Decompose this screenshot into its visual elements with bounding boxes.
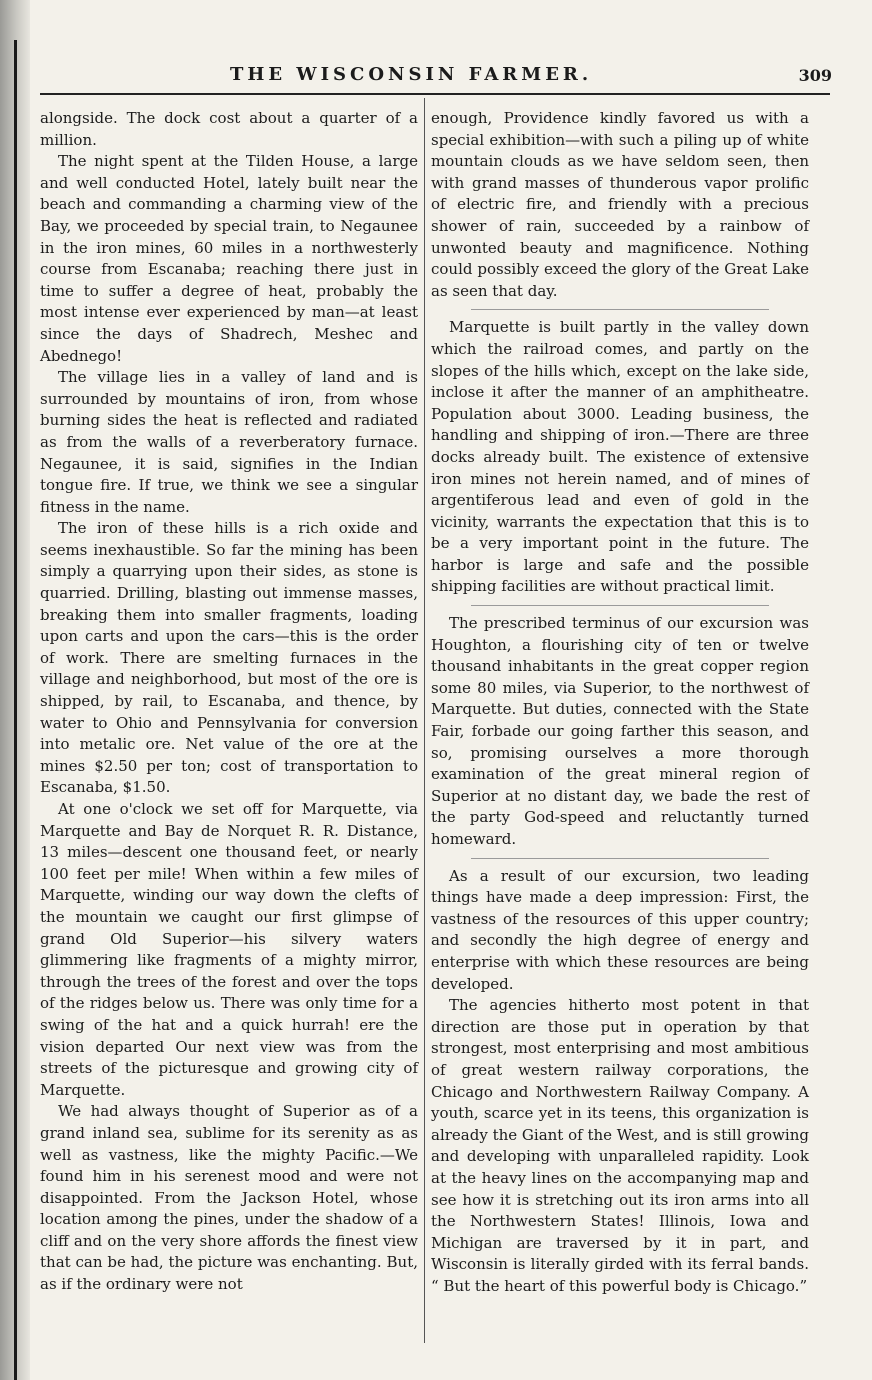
left-column [40,108,418,1296]
paragraph: enough, Providence kindly favored us with a special exhibition—with such a piling up of white mountain clouds as we have seldom seen, then with grand masses of thunderous vapor prolific of electric fire, and friendly with a precious shower of rain, succeeded by a rainbow of unwonted beauty and magnificence. Nothing could possibly exceed the glory of the Great Lake as seen that day. [431,109,809,300]
header-rule [40,93,830,95]
paragraph: The iron of these hills is a rich oxide and seems inexhaustible. So far the mining has been simply a quarrying upon their sides, as stone is quarried. Drilling, blasting out immense masses, breaking them into smaller fragments, loading upon carts and upon the cars—this is the order of work. There are smelting furnaces in the village and neighborhood, but most of the ore is shipped, by rail, to Escanaba, and thence, by water to Ohio and Pennsylvania for conversion into metalic ore. Net value of the ore at the mines $2.50 per ton; cost of transportation to Escanaba, $1.50. [40,519,418,797]
paragraph: At one o'clock we set off for Marquette, via Marquette and Bay de Norquet R. R. Distance, 13 miles—descent one thousand feet, or nearly 100 feet per mile! When within a few miles of Marquette, winding our way down the clefts of the mountain we caught our first glimpse of grand Old Superior—his silvery waters glimmering like fragments of a mighty mirror, through the trees of the forest and over the tops of the ridges below us. There was only time for a swing of the hat and a quick hurrah! ere the vision departed Our next view was from the streets of the picturesque and growing city of Marquette. [40,800,418,1099]
paragraph-separator [471,858,769,859]
page-header [40,62,832,92]
paragraph: The night spent at the Tilden House, a large and well conducted Hotel, lately built near the beach and commanding a charming view of the Bay, we proceeded by special train, to Negaunee in the iron mines, 60 miles in a northwesterly course from Escanaba; reaching there just in time to suffer a degree of heat, probably the most intense ever experienced by man—at least since the days of Shadrech, Meshec and Abednego! [40,152,418,365]
left-margin-rule [14,40,17,1380]
paragraph: We had always thought of Superior as of a grand inland sea, sublime for its serenity as as well as vastness, like the mighty Pacific.—We found him in his serenest mood and were not disappointed. From the Jackson Hotel, whose location among the pines, under the shadow of a cliff and on the very shore affords the finest view that can be had, the picture was enchanting. But, as if the ordinary were not [40,1102,418,1294]
paragraph: The prescribed terminus of our excursion was Houghton, a flourishing city of ten or twelve thousand inhabitants in the great copper region some 80 miles, via Superior, to the northwest of Marquette. But duties, connected with the State Fair, forbade our going farther this season, and so, promising ourselves a more thorough examination of the great mineral region of Superior at no distant day, we bade the rest of the party God-speed and reluctantly turned homeward. [431,614,809,848]
paragraph: Marquette is built partly in the valley down which the railroad comes, and partly on the slopes of the hills which, except on the lake side, inclose it after the manner of an amphitheatre. Population about 3000. Leading business, the handling and shipping of iron.—There are three docks already built. The existence of extensive iron mines not herein named, and of mines of argentiferous lead and even of gold in the vicinity, warrants the expectation that this is to be a very important point in the future. The harbor is large and safe and the possible shipping facilities are without practical limit. [431,318,809,596]
right-column [431,108,809,1297]
running-title: THE WISCONSIN FARMER. [230,64,593,85]
paragraph: The agencies hitherto most potent in that direction are those put in operation by that strongest, most enterprising and most ambitious of great western railway corporations, the Chicago and Northwestern Railway Company. A youth, scarce yet in its teens, this organization is already the Giant of the West, and is still growing and developing with unparalleled rapidity. Look at the heavy lines on the accompanying map and see how it is stretching out its iron arms into all the Northwestern States! Illinois, Iowa and Michigan are traversed by it in part, and Wisconsin is literally girded with its ferral bands. “ But the heart of this powerful body is Chicago.” [431,996,809,1295]
paragraph: As a result of our excursion, two leading things have made a deep impression: First, the vastness of the resources of this upper country; and secondly the high degree of energy and enterprise with which these resources are being developed. [431,866,809,993]
paragraph-separator [471,309,769,310]
page-number: 309 [798,66,832,85]
column-divider [424,98,425,1343]
paragraph: alongside. The dock cost about a quarter of a million. [40,109,418,149]
paragraph-separator [471,605,769,606]
paragraph: The village lies in a valley of land and is surrounded by mountains of iron, from whose burning sides the heat is reflected and radiated as from the walls of a reverberatory furnace. Negaunee, it is said, signifies in the Indian tongue fire. If true, we think we see a singular fitness in the name. [40,368,418,516]
